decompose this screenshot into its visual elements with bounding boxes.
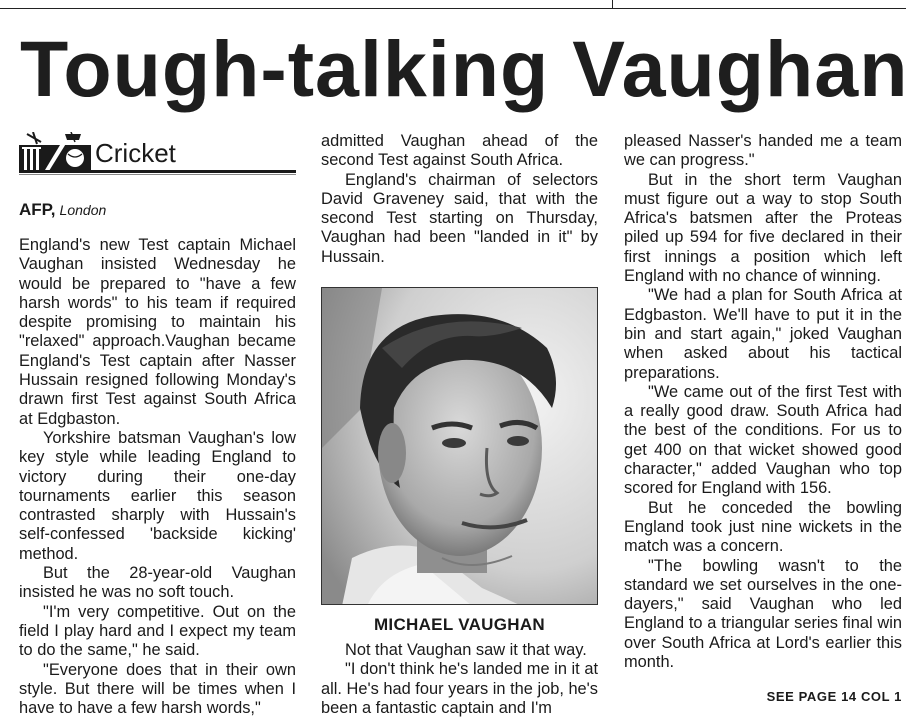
paragraph: But he conceded the bowling England took just nine wickets in the match was a concern. — [624, 498, 902, 556]
paragraph: Not that Vaughan saw it that way. — [345, 641, 587, 659]
column-2-top — [321, 132, 598, 267]
paragraph: "We came out of the first Test with a really good draw. South Africa had the best of the conditions. For us to get 400 on that wicket showed good character," added Vaughan who top scored for England with 156. — [624, 382, 902, 498]
paragraph: England's new Test captain Michael Vaughan insisted Wednesday he would be prepared to "have a few harsh words" to his team if required despite promising to maintain his "relaxed" approach.Vaughan became England's Test captain after Nasser Hussain resigned following Monday's drawn first Test against South Africa at Edgbaston. — [19, 236, 296, 428]
headline: Tough-talking Vaughan — [20, 24, 909, 113]
paragraph: "I'm very competitive. Out on the field I play hard and I expect my team to do the same," he said. — [19, 602, 296, 660]
column-1 — [19, 236, 296, 718]
photo-caption: MICHAEL VAUGHAN — [373, 615, 546, 634]
section-rule-thin — [19, 174, 296, 175]
paragraph: But in the short term Vaughan must figure out a way to stop South Africa's batsmen after the Proteas piled up 594 for five declared in their first innings a position which left England with no chance of winning. — [624, 170, 902, 286]
paragraph: England's chairman of selectors David Graveney said, that with the second Test starting on Thursday, Vaughan had been "landed in it" by Hussain. — [321, 170, 598, 266]
paragraph: Yorkshire batsman Vaughan's low key style while leading England to victory during their one-day tournaments earlier this season contrasted sharply with Hussain's self-confessed 'backside kicking' method. — [19, 428, 296, 563]
column-3 — [624, 132, 902, 672]
cricket-logo-icon — [19, 132, 91, 172]
paragraph: "Everyone does that in their own style. But there will be times when I have to have a few harsh words," — [19, 660, 296, 718]
byline-place: London — [59, 202, 107, 218]
paragraph: "I don't think he's landed me in it at all. He's had four years in the job, he's been a fantastic captain and I'm — [321, 660, 598, 717]
byline — [19, 200, 106, 220]
paragraph: "We had a plan for South Africa at Edgbaston. We'll have to put it in the bin and start again," joked Vaughan when asked about his tactical preparations. — [624, 286, 902, 382]
paragraph: pleased Nasser's handed me a team we can progress." — [624, 132, 902, 170]
portrait-image — [322, 288, 598, 605]
portrait-photo — [321, 287, 598, 605]
continued-jump: SEE PAGE 14 COL 1 — [766, 689, 902, 704]
top-rule-tick — [612, 0, 613, 8]
section-label: Cricket — [95, 138, 176, 168]
paragraph: admitted Vaughan ahead of the second Test against South Africa. — [321, 132, 598, 170]
paragraph: But the 28-year-old Vaughan insisted he was no soft touch. — [19, 564, 296, 602]
section-rule — [19, 170, 296, 173]
section-header — [19, 130, 296, 176]
paragraph: "The bowling wasn't to the standard we set ourselves in the one-dayers," said Vaughan who led England to a triangular series final win over South Africa at Lord's earlier this month. — [624, 556, 902, 672]
top-rule — [0, 8, 906, 9]
byline-agency: AFP, — [19, 200, 56, 219]
column-2-bottom — [321, 641, 598, 718]
